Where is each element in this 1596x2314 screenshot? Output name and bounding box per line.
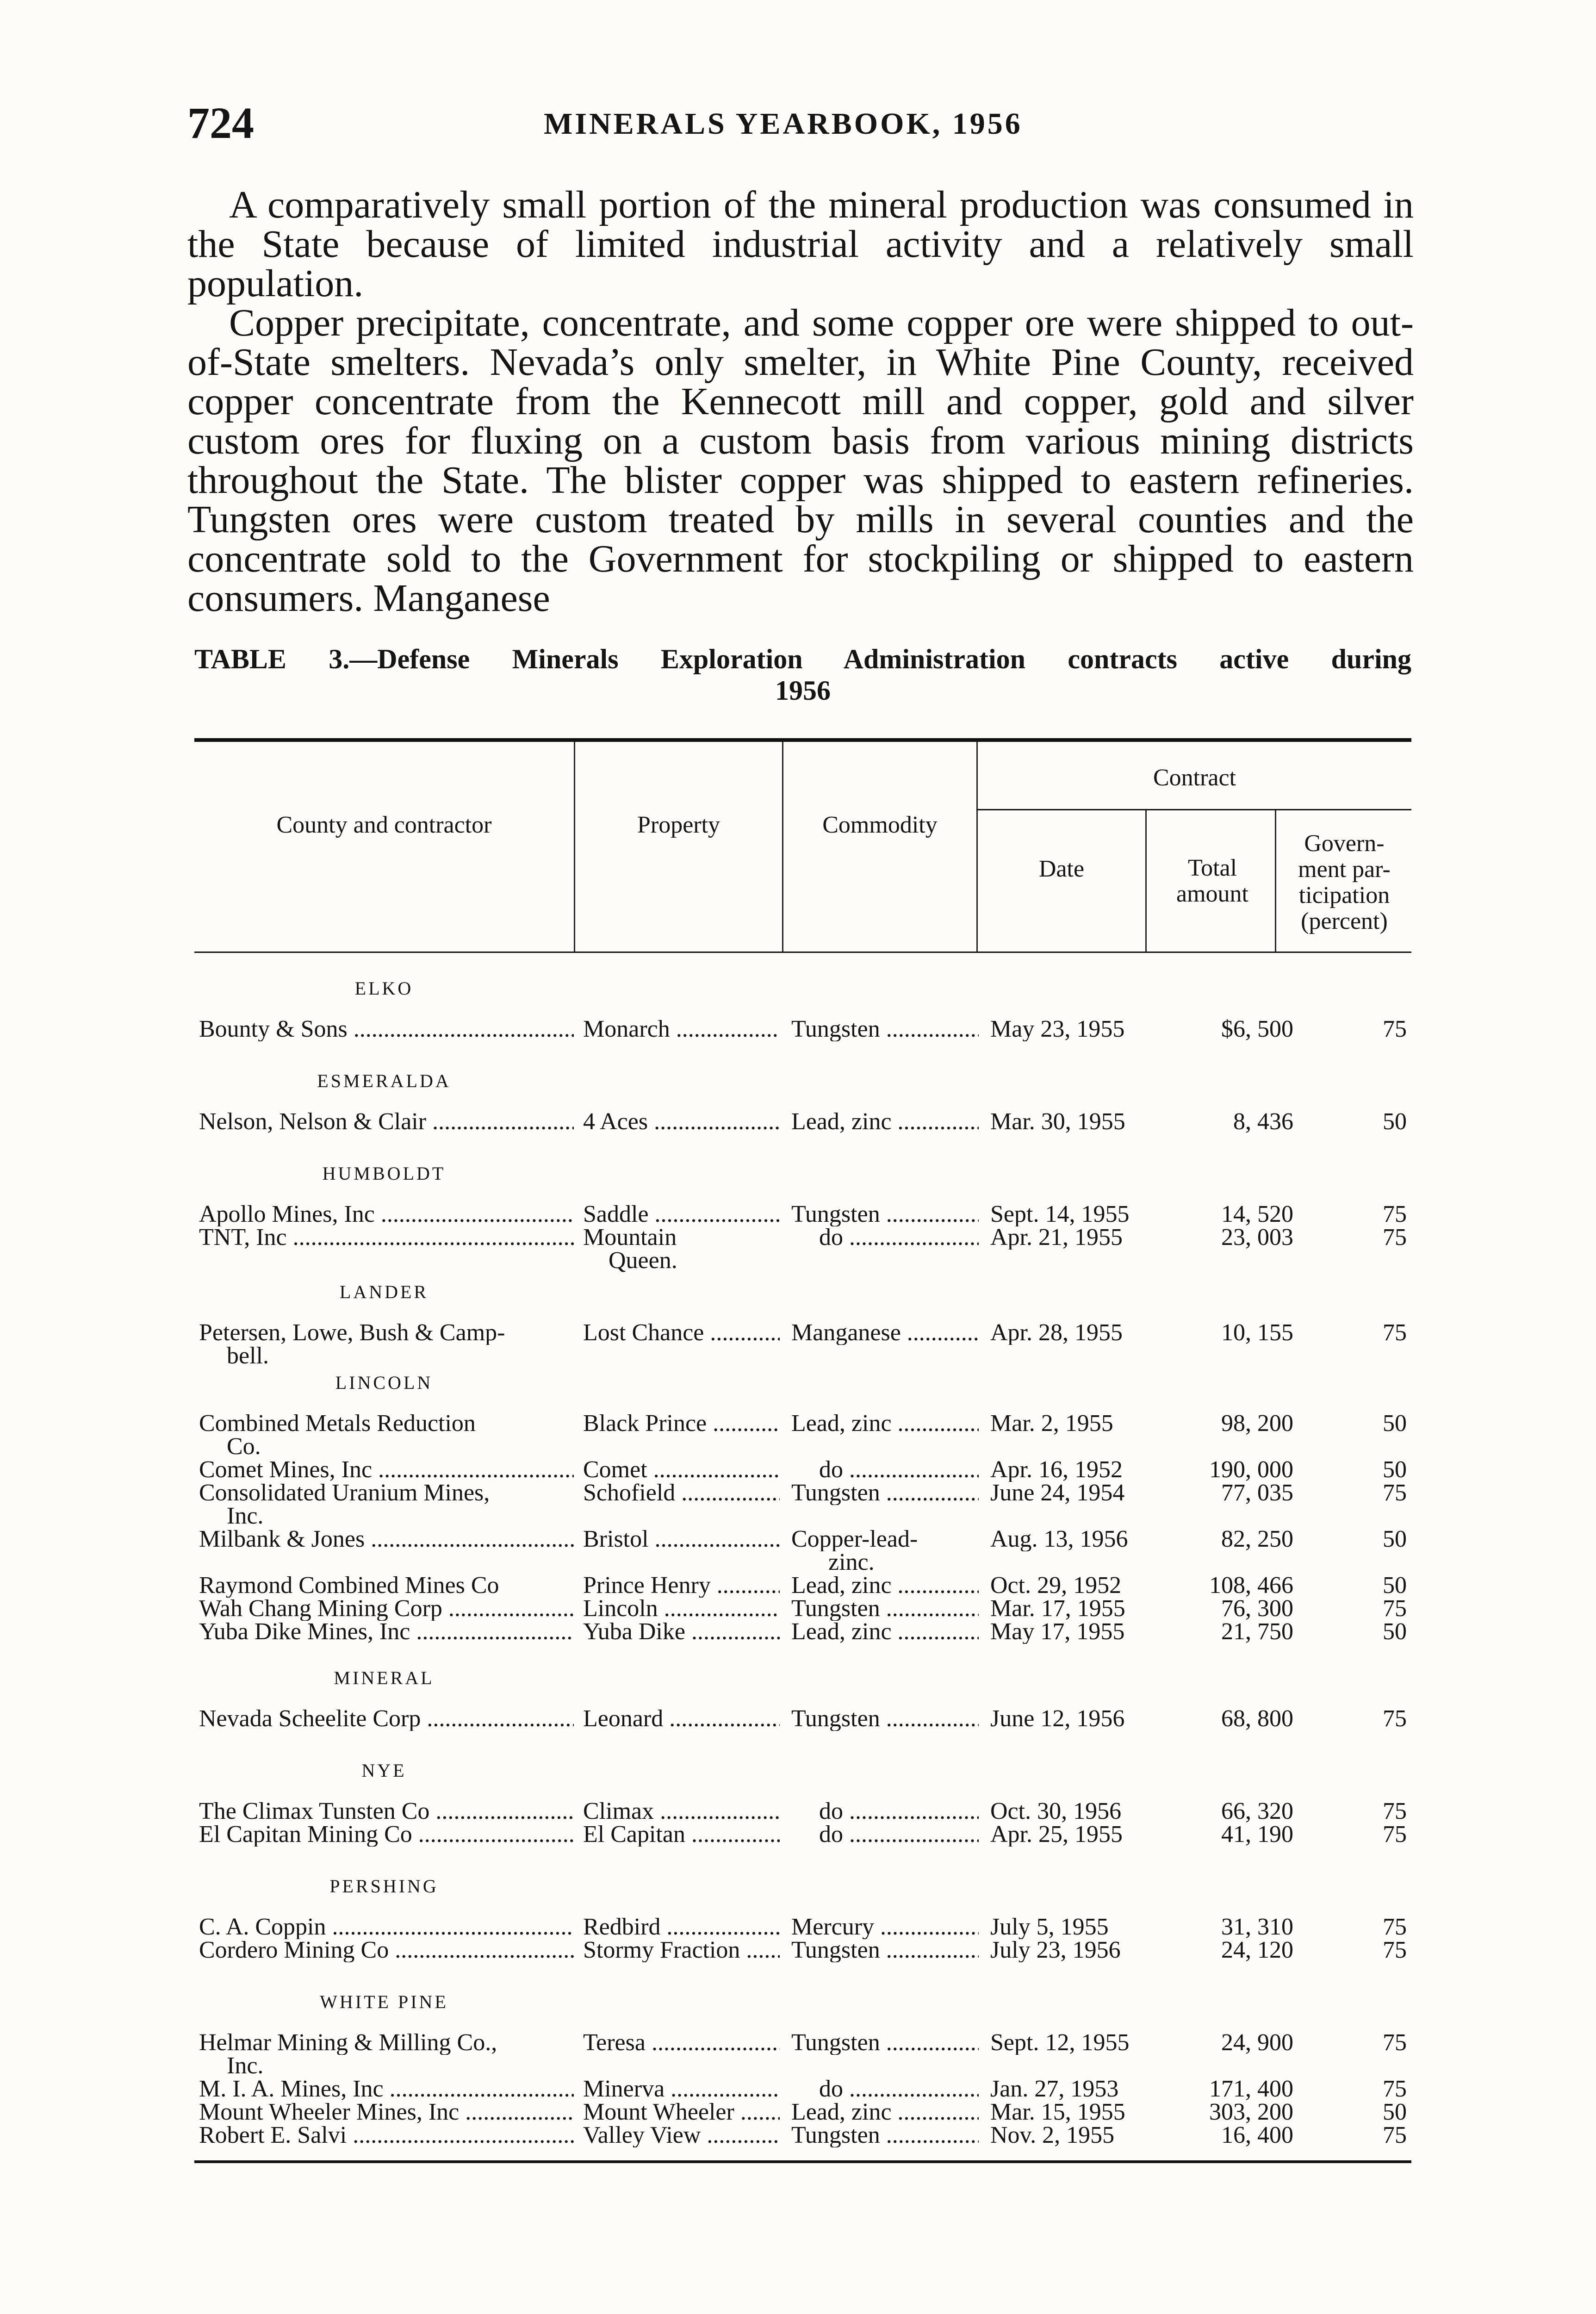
body-text [187, 185, 1414, 618]
contractor-continuation: Inc. [227, 2053, 264, 2079]
contractor-cell: Apollo Mines, Inc ..... [199, 1202, 574, 1226]
commodity-cell: do ..... [791, 1225, 979, 1250]
table-row [194, 1823, 1411, 1851]
contractor-cell: Mount Wheeler Mines, Inc ..... [199, 2100, 574, 2124]
amount-cell: 8, 436 [1233, 1110, 1293, 1134]
table-row [194, 1110, 1411, 1138]
amount-cell: 82, 250 [1221, 1527, 1293, 1551]
table-row [194, 1225, 1411, 1254]
commodity-cell: Copper-lead- [791, 1527, 918, 1551]
date-cell: July 5, 1955 [990, 1915, 1109, 1939]
property-cell: Leonard ..... [583, 1707, 780, 1731]
property-cell: Monarch ..... [583, 1017, 780, 1041]
amount-cell: 98, 200 [1221, 1412, 1293, 1436]
date-cell: Oct. 30, 1956 [990, 1799, 1122, 1823]
percent-cell: 75 [1383, 1225, 1407, 1250]
state-heading: NYE [361, 1760, 407, 1781]
contractor-cell: Milbank & Jones ..... [199, 1527, 574, 1551]
contractor-cell: C. A. Coppin ..... [199, 1915, 574, 1939]
commodity-cell: Lead, zinc ..... [791, 1110, 979, 1134]
table-row [194, 1412, 1411, 1440]
table-row [194, 1620, 1411, 1648]
property-cell: Saddle ..... [583, 1202, 780, 1226]
state-heading: LINCOLN [335, 1372, 433, 1393]
column-divider [782, 742, 783, 952]
table-row [194, 1938, 1411, 1967]
amount-cell: 24, 900 [1221, 2031, 1293, 2055]
state-heading: PERSHING [329, 1876, 439, 1897]
date-cell: Jan. 27, 1953 [990, 2077, 1119, 2101]
contractor-continuation: Inc. [227, 1503, 264, 1529]
commodity-cell: do ..... [791, 2077, 979, 2101]
table-row [194, 2123, 1411, 2152]
date-cell: Oct. 29, 1952 [990, 1574, 1122, 1598]
date-cell: Mar. 30, 1955 [990, 1110, 1125, 1134]
amount-cell: 303, 200 [1209, 2100, 1293, 2124]
column-divider [574, 742, 575, 952]
percent-cell: 75 [1383, 1017, 1407, 1041]
contractor-cell: Wah Chang Mining Corp ..... [199, 1597, 574, 1621]
commodity-cell: Tungsten ..... [791, 1202, 979, 1226]
contractor-cell: El Capitan Mining Co ..... [199, 1823, 574, 1847]
header-contract: Contract [1153, 765, 1236, 791]
contract-subheader-rule [976, 809, 1411, 810]
contractor-cell: Nevada Scheelite Corp ..... [199, 1707, 574, 1731]
date-cell: Sept. 14, 1955 [990, 1202, 1130, 1226]
header-county-contractor: County and contractor [276, 812, 492, 838]
contractor-cell: Yuba Dike Mines, Inc ..... [199, 1620, 574, 1644]
date-cell: July 23, 1956 [990, 1938, 1121, 1962]
table-header-bottom-rule [194, 952, 1411, 953]
table-caption [194, 643, 1411, 706]
contractor-cell: TNT, Inc ..... [199, 1225, 574, 1250]
percent-cell: 50 [1383, 1620, 1407, 1644]
state-heading: LANDER [339, 1281, 429, 1302]
amount-cell: 41, 190 [1221, 1823, 1293, 1847]
amount-cell: 190, 000 [1209, 1458, 1293, 1482]
commodity-continuation: zinc. [828, 1549, 875, 1575]
table-row [194, 1017, 1411, 1046]
table-row [194, 1481, 1411, 1510]
percent-cell: 50 [1383, 1412, 1407, 1436]
amount-cell: 171, 400 [1209, 2077, 1293, 2101]
property-continuation: Queen. [609, 1247, 677, 1274]
state-heading: ELKO [354, 978, 414, 999]
percent-cell: 75 [1383, 1938, 1407, 1962]
amount-cell: 23, 003 [1221, 1225, 1293, 1250]
date-cell: June 24, 1954 [990, 1481, 1125, 1505]
contractor-continuation: bell. [227, 1343, 269, 1369]
table-row [194, 1321, 1411, 1350]
contractor-cell: Helmar Mining & Milling Co., [199, 2031, 497, 2055]
date-cell: June 12, 1956 [990, 1707, 1125, 1731]
amount-cell: 77, 035 [1221, 1481, 1293, 1505]
table-caption-year: 1956 [775, 675, 831, 706]
percent-cell: 50 [1383, 2100, 1407, 2124]
property-cell: Black Prince ..... [583, 1412, 780, 1436]
header-date: Date [1038, 856, 1085, 882]
commodity-cell: Lead, zinc ..... [791, 1620, 979, 1644]
percent-cell: 75 [1383, 2123, 1407, 2147]
commodity-cell: do ..... [791, 1823, 979, 1847]
commodity-cell: Lead, zinc ..... [791, 1412, 979, 1436]
commodity-cell: Mercury ..... [791, 1915, 979, 1939]
property-cell: Bristol ..... [583, 1527, 780, 1551]
state-heading: MINERAL [334, 1667, 435, 1688]
header-property: Property [637, 812, 720, 838]
percent-cell: 75 [1383, 1597, 1407, 1621]
header-total-amount: Total amount [1176, 855, 1248, 907]
commodity-cell: Manganese ..... [791, 1321, 979, 1345]
property-cell: Climax ..... [583, 1799, 780, 1823]
commodity-cell: Tungsten ..... [791, 1481, 979, 1505]
percent-cell: 50 [1383, 1458, 1407, 1482]
column-divider [1275, 810, 1276, 952]
commodity-cell: do ..... [791, 1458, 979, 1482]
date-cell: Apr. 25, 1955 [990, 1823, 1123, 1847]
contractor-cell: Petersen, Lowe, Bush & Camp- [199, 1321, 505, 1345]
property-cell: Minerva ..... [583, 2077, 780, 2101]
amount-cell: $6, 500 [1221, 1017, 1293, 1041]
paragraph: Copper precipitate, concentrate, and some copper ore were shipped to out-of-State smelters. Nevada’s only smelter, in White Pine County, received copper concentrate from the Kennecott mill and copper, gold and silver custom ores for fluxing on a custom basis from various mining districts throughout the State. The blister copper was shipped to eastern refineries. Tungsten ores were custom treated by mills in several counties and the concentrate sold to the Government for stockpiling or shipped to eastern consumers. Manganese [187, 301, 1414, 620]
percent-cell: 75 [1383, 2031, 1407, 2055]
paragraph: A comparatively small portion of the mineral production was consumed in the State because of limited industrial activity and a relatively small population. [187, 183, 1414, 305]
property-cell: Lincoln ..... [583, 1597, 780, 1621]
amount-cell: 108, 466 [1209, 1574, 1293, 1598]
header-government-participation: Govern-ment par-ticipation (percent) [1298, 830, 1391, 934]
property-cell: Mount Wheeler ..... [583, 2100, 780, 2124]
date-cell: Mar. 2, 1955 [990, 1412, 1113, 1436]
page-header [187, 97, 1414, 153]
percent-cell: 75 [1383, 1481, 1407, 1505]
amount-cell: 10, 155 [1221, 1321, 1293, 1345]
amount-cell: 31, 310 [1221, 1915, 1293, 1939]
property-cell: Prince Henry ..... [583, 1574, 780, 1598]
table-row [194, 1527, 1411, 1556]
contractor-cell: Bounty & Sons ..... [199, 1017, 574, 1041]
commodity-cell: Tungsten ..... [791, 2031, 979, 2055]
date-cell: Apr. 16, 1952 [990, 1458, 1123, 1482]
commodity-cell: Tungsten ..... [791, 1597, 979, 1621]
percent-cell: 50 [1383, 1527, 1407, 1551]
property-cell: 4 Aces ..... [583, 1110, 780, 1134]
date-cell: Mar. 15, 1955 [990, 2100, 1125, 2124]
percent-cell: 75 [1383, 1915, 1407, 1939]
contractor-cell: Raymond Combined Mines Co [199, 1574, 499, 1598]
running-title: MINERALS YEARBOOK, 1956 [544, 107, 1023, 141]
percent-cell: 50 [1383, 1110, 1407, 1134]
amount-cell: 68, 800 [1221, 1707, 1293, 1731]
date-cell: May 23, 1955 [990, 1017, 1125, 1041]
amount-cell: 21, 750 [1221, 1620, 1293, 1644]
table-bottom-rule [194, 2160, 1411, 2163]
date-cell: Sept. 12, 1955 [990, 2031, 1130, 2055]
contractor-cell: Nelson, Nelson & Clair ..... [199, 1110, 574, 1134]
date-cell: Apr. 28, 1955 [990, 1321, 1123, 1345]
contractor-cell: Consolidated Uranium Mines, [199, 1481, 490, 1505]
commodity-cell: Tungsten ..... [791, 1017, 979, 1041]
date-cell: Nov. 2, 1955 [990, 2123, 1115, 2147]
header-commodity: Commodity [822, 812, 938, 838]
table-top-rule [194, 738, 1411, 742]
percent-cell: 75 [1383, 1321, 1407, 1345]
commodity-cell: Tungsten ..... [791, 1707, 979, 1731]
percent-cell: 75 [1383, 1799, 1407, 1823]
percent-cell: 75 [1383, 1823, 1407, 1847]
property-cell: Mountain [583, 1225, 677, 1250]
percent-cell: 75 [1383, 1202, 1407, 1226]
table-caption-text: TABLE 3.—Defense Minerals Exploration Administration contracts active during [194, 644, 1411, 674]
contractor-continuation: Co. [227, 1433, 261, 1460]
property-cell: Stormy Fraction ..... [583, 1938, 780, 1962]
commodity-cell: Tungsten ..... [791, 1938, 979, 1962]
contractor-cell: Robert E. Salvi ..... [199, 2123, 574, 2147]
date-cell: Mar. 17, 1955 [990, 1597, 1125, 1621]
table-row [194, 2031, 1411, 2059]
percent-cell: 75 [1383, 1707, 1407, 1731]
property-cell: Valley View ..... [583, 2123, 780, 2147]
amount-cell: 16, 400 [1221, 2123, 1293, 2147]
percent-cell: 75 [1383, 2077, 1407, 2101]
property-cell: El Capitan ..... [583, 1823, 780, 1847]
property-cell: Comet ..... [583, 1458, 780, 1482]
contractor-cell: M. I. A. Mines, Inc ..... [199, 2077, 574, 2101]
table-row [194, 1707, 1411, 1736]
amount-cell: 76, 300 [1221, 1597, 1293, 1621]
commodity-cell: do ..... [791, 1799, 979, 1823]
commodity-cell: Lead, zinc ..... [791, 2100, 979, 2124]
state-heading: ESMERALDA [317, 1070, 451, 1091]
commodity-cell: Lead, zinc ..... [791, 1574, 979, 1598]
amount-cell: 24, 120 [1221, 1938, 1293, 1962]
state-heading: WHITE PINE [320, 1991, 448, 2012]
contractor-cell: Combined Metals Reduction [199, 1412, 476, 1436]
page-number: 724 [187, 98, 254, 148]
property-cell: Yuba Dike ..... [583, 1620, 780, 1644]
percent-cell: 50 [1383, 1574, 1407, 1598]
property-cell: Teresa ..... [583, 2031, 780, 2055]
state-heading: HUMBOLDT [322, 1163, 446, 1184]
date-cell: May 17, 1955 [990, 1620, 1125, 1644]
property-cell: Lost Chance ..... [583, 1321, 780, 1345]
contractor-cell: Comet Mines, Inc ..... [199, 1458, 574, 1482]
contractor-cell: The Climax Tunsten Co ..... [199, 1799, 574, 1823]
property-cell: Redbird ..... [583, 1915, 780, 1939]
commodity-cell: Tungsten ..... [791, 2123, 979, 2147]
date-cell: Aug. 13, 1956 [990, 1527, 1128, 1551]
contractor-cell: Cordero Mining Co ..... [199, 1938, 574, 1962]
column-divider [1145, 810, 1147, 952]
property-cell: Schofield ..... [583, 1481, 780, 1505]
date-cell: Apr. 21, 1955 [990, 1225, 1123, 1250]
amount-cell: 66, 320 [1221, 1799, 1293, 1823]
amount-cell: 14, 520 [1221, 1202, 1293, 1226]
